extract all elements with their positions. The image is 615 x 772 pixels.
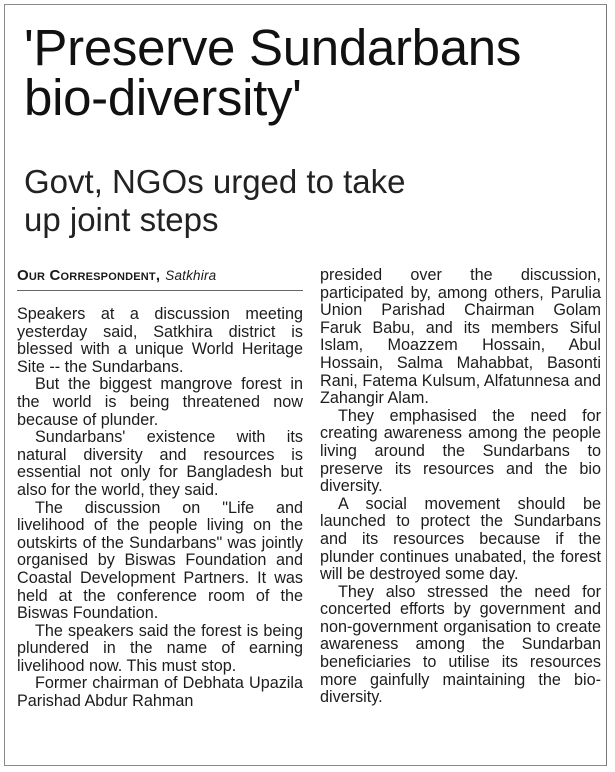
- paragraph: A social movement should be launched to protect the Sundarbans and its resources because if the plunder continues unabated, the forest will be destroyed some day.: [320, 494, 601, 584]
- paragraph: presided over the discussion, participated by, among others, Parulia Union Parishad Chairman Golam Faruk Babu, and its members Siful Islam, Moazzem Hossain, Abul Hossain, Salma Mahabbat, Basonti Rani, Fatema Kulsum, Alfatunnesa and Zahangir Alam.: [320, 266, 601, 408]
- paragraph: The discussion on "Life and livelihood of the people living on the outskirts of the Sundarbans" was jointly organised by Biswas Foundation and Coastal Development Partners. It was held at the conference room of the Biswas Foundation.: [17, 498, 303, 623]
- byline-place: Satkhira: [165, 268, 217, 283]
- paragraph: They emphasised the need for creating awareness among the people living around the Sundarbans to preserve its resources and the bio diversity.: [320, 406, 601, 496]
- byline: [17, 267, 303, 291]
- byline-author: Our Correspondent,: [17, 267, 161, 284]
- paragraph: The speakers said the forest is being plundered in the name of earning livelihood now. This must stop.: [17, 621, 303, 675]
- article-column-right: [320, 267, 601, 707]
- paragraph: Speakers at a discussion meeting yesterday said, Satkhira district is blessed with a unique World Heritage Site -- the Sundarbans.: [17, 305, 303, 376]
- article-column-left: [17, 267, 303, 711]
- headline: 'Preserve Sundarbans bio-diversity': [24, 19, 522, 126]
- paragraph: But the biggest mangrove forest in the world is being threatened now because of plunder.: [17, 375, 303, 429]
- subheadline: Govt, NGOs urged to take up joint steps: [24, 163, 406, 238]
- paragraph: Former chairman of Debhata Upazila Parishad Abdur Rahman: [17, 674, 303, 711]
- newspaper-clipping: [4, 4, 607, 766]
- paragraph: Sundarbans' existence with its natural diversity and resources is essential not only for Bangladesh but also for the world, they said.: [17, 428, 303, 499]
- paragraph: They also stressed the need for concerted efforts by government and non-government organisation to create awareness among the Sundarban beneficiaries to utilise its resources more gainfully maintaining the bio-diversity.: [320, 582, 601, 707]
